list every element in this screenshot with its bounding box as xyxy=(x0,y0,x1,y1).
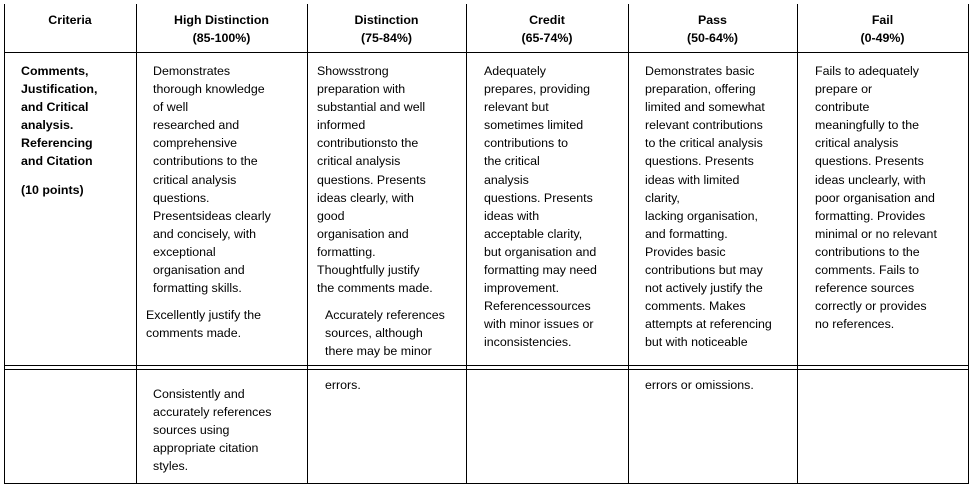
hd-references: Consistently and accurately references sources using appropriate citation styles. xyxy=(153,387,272,474)
d-references-cont: errors. xyxy=(325,378,361,392)
credit-cell xyxy=(484,62,626,352)
grid-line xyxy=(4,365,969,366)
header-criteria xyxy=(4,11,136,29)
header-title: Credit xyxy=(529,13,565,27)
header-high-distinction xyxy=(136,11,307,47)
criteria-cell xyxy=(21,62,133,199)
fail-cell xyxy=(815,62,967,333)
pass-cell xyxy=(645,376,795,394)
header-pass xyxy=(628,11,797,47)
d-cell xyxy=(325,306,463,360)
fail-description: Fails to adequately prepare or contribute meaningfully to the critical analysis questions. Presents ideas unclearly, with poor organisation and formatting. Provides minimal or no relevant contributions to the comments. Fails to reference sources correctly or provides no references. xyxy=(815,64,937,332)
hd-cell xyxy=(153,62,303,297)
grid-line xyxy=(4,369,969,370)
header-credit xyxy=(466,11,628,47)
header-fail xyxy=(797,11,968,47)
header-title: High Distinction xyxy=(174,13,269,27)
pass-cell xyxy=(645,62,795,352)
header-title: Criteria xyxy=(48,13,92,27)
grid-line xyxy=(797,4,798,484)
header-range: (75-84%) xyxy=(361,31,412,45)
d-references: Accurately references sources, although there may be minor xyxy=(325,308,445,359)
criteria-name: Comments, Justification, and Critical analysis. Referencing and Citation xyxy=(21,64,98,169)
header-title: Distinction xyxy=(354,13,419,27)
header-range: (0-49%) xyxy=(860,31,905,45)
hd-description: Demonstrates thorough knowledge of well researched and comprehensive contributions to the critical analysis questions. Presentsideas clearly and concisely, with exceptional organisation and formatting skills. xyxy=(153,64,271,296)
header-range: (65-74%) xyxy=(521,31,573,45)
header-range: (50-64%) xyxy=(687,31,738,45)
pass-description-cont: errors or omissions. xyxy=(645,378,754,392)
hd-justify: Excellently justify the comments made. xyxy=(146,308,262,341)
hd-cell xyxy=(153,385,303,475)
grid-line xyxy=(4,52,969,53)
d-description: Showsstrong preparation with substantial and well informed contributionsto the critical analysis questions. Presents ideas clearly, with good organisation and formatting. Thoughtfully justify the comments made. xyxy=(317,64,433,296)
hd-cell xyxy=(146,306,304,342)
grid-line xyxy=(4,4,5,484)
header-distinction xyxy=(307,11,466,47)
header-title: Pass xyxy=(698,13,727,27)
grid-line xyxy=(4,483,969,484)
header-range: (85-100%) xyxy=(192,31,251,45)
grid-line xyxy=(307,4,308,484)
grid-line xyxy=(968,4,969,484)
credit-description: Adequately prepares, providing relevant but sometimes limited contributions to the critical analysis questions. Presents ideas with acceptable clarity, but organisation and formatting may need improvement. Referencessources with minor issues or inconsistencies. xyxy=(484,64,597,350)
d-cell xyxy=(317,62,463,297)
header-title: Fail xyxy=(871,13,894,27)
pass-description: Demonstrates basic preparation, offering limited and somewhat relevant contributions to the critical analysis questions. Presents ideas with limited clarity, lacking organisation, and formatting. Provides basic contributions but may not actively justify the comments. Makes attempts at referencing but with noticeable xyxy=(645,64,772,350)
grid-line xyxy=(136,4,137,484)
grid-line xyxy=(628,4,629,484)
d-cell xyxy=(325,376,463,394)
grid-line xyxy=(466,4,467,484)
criteria-points: (10 points) xyxy=(21,182,84,197)
